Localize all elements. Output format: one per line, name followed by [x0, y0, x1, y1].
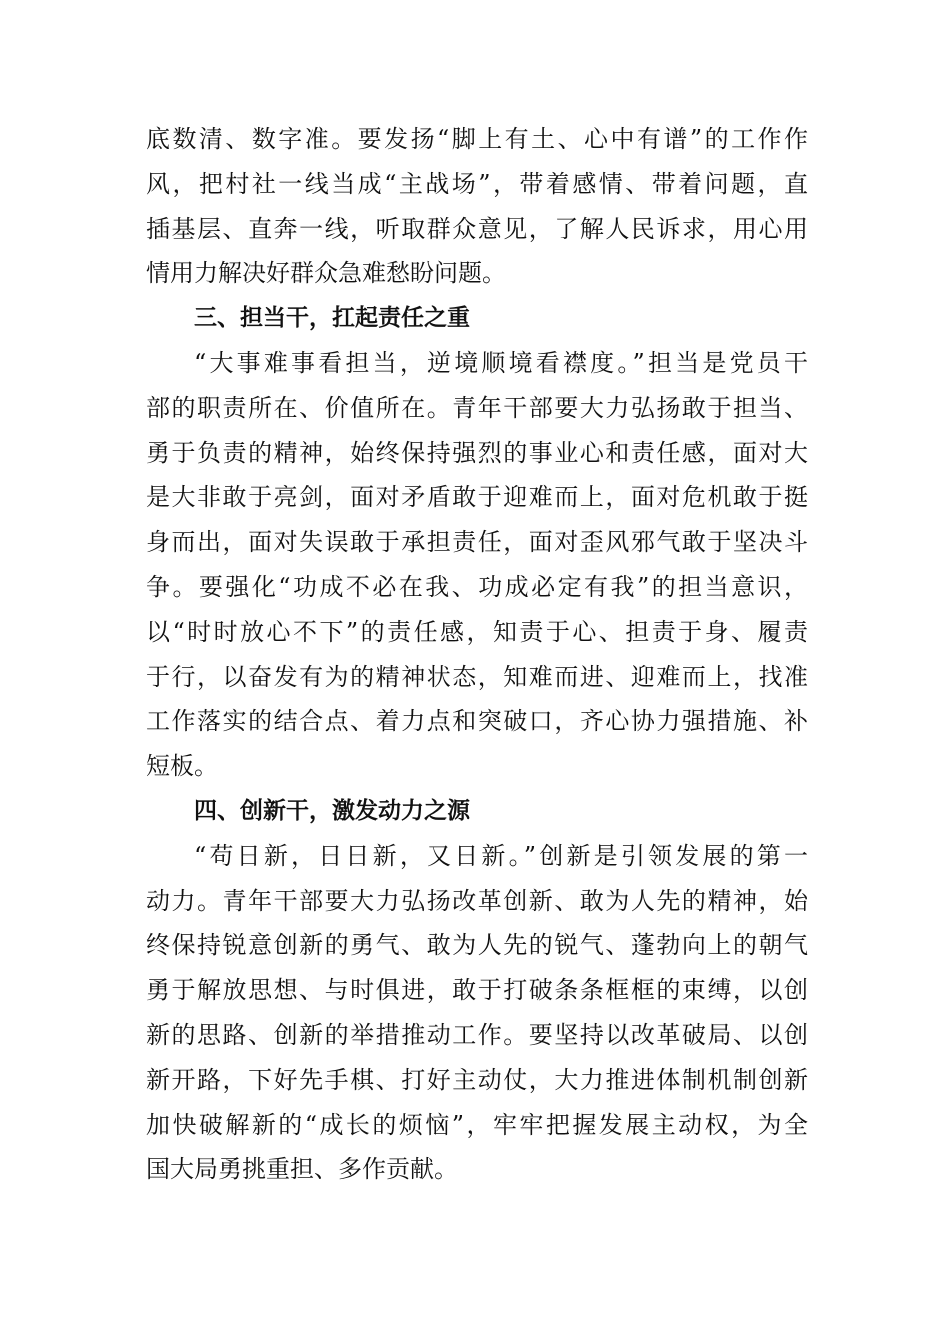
text-line: 工作落实的结合点、着力点和突破口，齐心协力强措施、补	[146, 707, 808, 736]
text-line: 于行，以奋发有为的精神状态，知难而进、迎难而上，找准	[146, 662, 808, 691]
text-line: “苟日新，日日新，又日新。”创新是引领发展的第一	[194, 841, 808, 870]
text-line: 终保持锐意创新的勇气、敢为人先的锐气、蓬勃向上的朝气	[146, 931, 808, 960]
section-heading-3: 三、担当干，扛起责任之重	[194, 305, 470, 332]
text-line: 新的思路、创新的举措推动工作。要坚持以改革破局、以创	[146, 1020, 808, 1049]
text-line: 动力。青年干部要大力弘扬改革创新、敢为人先的精神，始	[146, 886, 808, 915]
text-line: 短板。	[146, 752, 218, 781]
text-line: 是大非敢于亮剑，面对矛盾敢于迎难而上，面对危机敢于挺	[146, 483, 808, 512]
text-line: 部的职责所在、价值所在。青年干部要大力弘扬敢于担当、	[146, 393, 808, 422]
text-line: 争。要强化“功成不必在我、功成必定有我”的担当意识，	[146, 572, 808, 601]
text-line: 加快破解新的“成长的烦恼”，牢牢把握发展主动权，为全	[146, 1110, 808, 1139]
text-line: 新开路，下好先手棋、打好主动仗，大力推进体制机制创新	[146, 1065, 808, 1094]
text-line: 国大局勇挑重担、多作贡献。	[146, 1155, 458, 1184]
text-line: 勇于负责的精神，始终保持强烈的事业心和责任感，面对大	[146, 438, 808, 467]
text-line: 情用力解决好群众急难愁盼问题。	[146, 259, 506, 288]
text-line: 以“时时放心不下”的责任感，知责于心、担责于身、履责	[146, 617, 808, 646]
paragraph-section-3	[146, 341, 808, 789]
text-line: “大事难事看担当，逆境顺境看襟度。”担当是党员干	[194, 348, 808, 377]
paragraph-intro	[146, 117, 808, 296]
section-heading-4: 四、创新干，激发动力之源	[194, 797, 470, 824]
paragraph-section-4	[146, 834, 808, 1192]
text-line: 勇于解放思想、与时俱进，敢于打破条条框框的束缚，以创	[146, 976, 808, 1005]
text-line: 插基层、直奔一线，听取群众意见，了解人民诉求，用心用	[146, 214, 808, 243]
document-page	[146, 117, 808, 1192]
text-line: 身而出，面对失误敢于承担责任，面对歪风邪气敢于坚决斗	[146, 528, 808, 557]
text-line: 风，把村社一线当成“主战场”，带着感情、带着问题，直	[146, 169, 808, 198]
text-line: 底数清、数字准。要发扬“脚上有土、心中有谱”的工作作	[146, 125, 808, 153]
